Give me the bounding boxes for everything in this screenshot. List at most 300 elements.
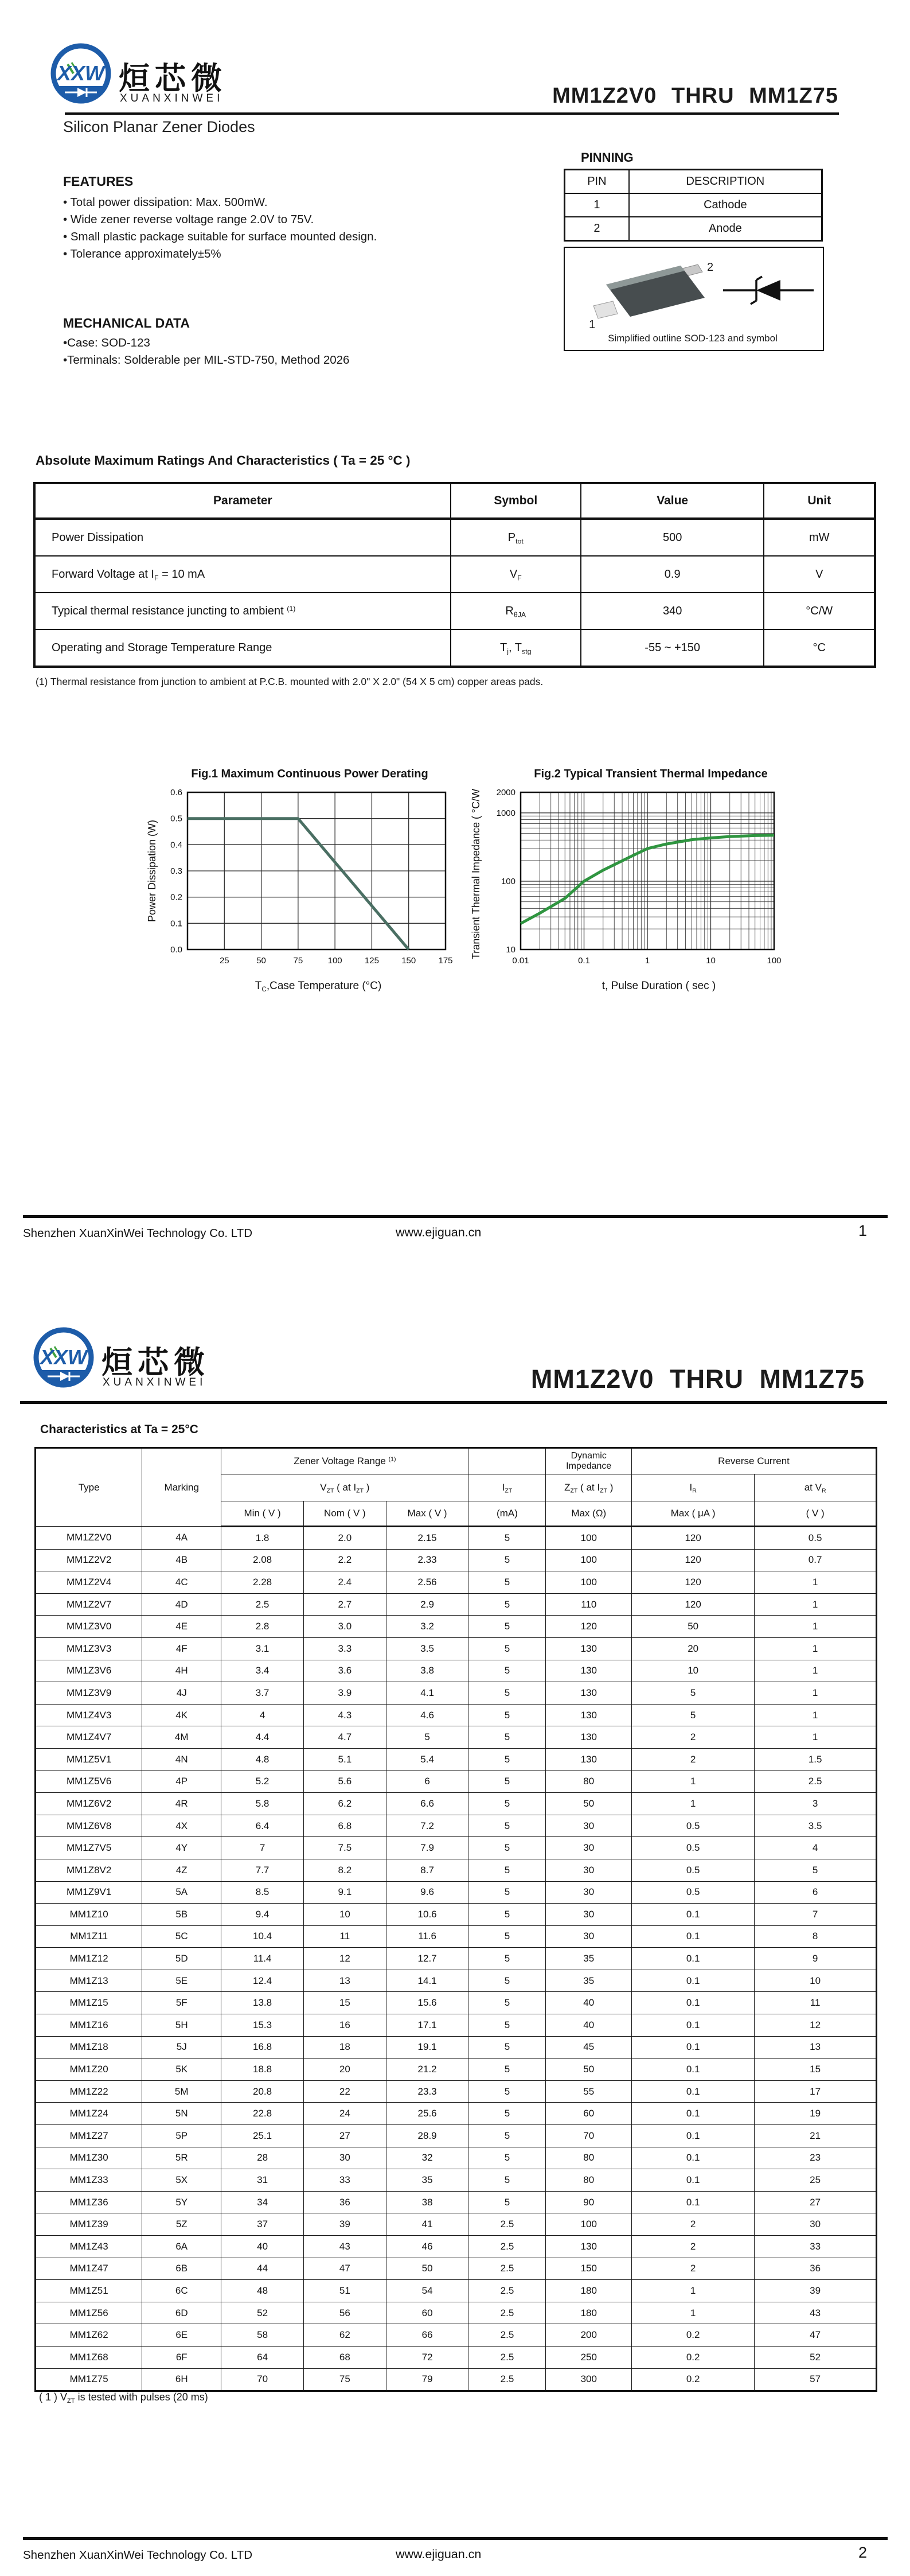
value-cell: 4F [142, 1637, 221, 1660]
type-cell: MM1Z7V5 [36, 1837, 142, 1859]
value-cell: 3.7 [221, 1682, 304, 1705]
value-cell: 1 [632, 2302, 755, 2324]
page-title: MM1Z2V0 THRU MM1Z75 [530, 1364, 865, 1394]
value-cell: 13 [303, 1970, 386, 1992]
value-cell: 3.0 [303, 1616, 386, 1638]
pin-description: Cathode [629, 193, 822, 217]
value-cell: 6A [142, 2236, 221, 2258]
value-cell: 7 [221, 1837, 304, 1859]
value-cell: 17 [755, 2080, 877, 2103]
y-tick-label: 0.4 [170, 840, 182, 850]
fig1-x-axis-label: $T_C,Case$ Temperature (°C) [255, 980, 382, 994]
value-cell: 4 [221, 1704, 304, 1726]
type-cell: MM1Z4V3 [36, 1704, 142, 1726]
value-cell: 16 [303, 2014, 386, 2037]
value-cell: 13 [755, 2036, 877, 2059]
value-cell: 0.1 [632, 2125, 755, 2147]
type-cell: MM1Z3V0 [36, 1616, 142, 1638]
value-cell: 9 [755, 1948, 877, 1970]
value-cell: 2 [632, 2236, 755, 2258]
value-cell: 1 [755, 1571, 877, 1594]
value-cell: 3.5 [755, 1815, 877, 1837]
zener-table-row [36, 1571, 877, 1594]
y-tick-label: 2000 [496, 788, 515, 797]
value-cell: 36 [755, 2258, 877, 2280]
type-cell: MM1Z68 [36, 2346, 142, 2368]
type-cell: MM1Z75 [36, 2368, 142, 2391]
logo-chinese-name: 烜芯微 [119, 61, 227, 96]
value-cell: 31 [221, 2169, 304, 2192]
value-cell: 0.2 [632, 2346, 755, 2368]
fig1-chart [146, 787, 456, 976]
value-cell: 5J [142, 2036, 221, 2059]
zener-table-row [36, 1815, 877, 1837]
type-cell: MM1Z30 [36, 2147, 142, 2169]
footer-company: Shenzhen XuanXinWei Technology Co. LTD [23, 1227, 253, 1240]
value-cell: 0.1 [632, 1904, 755, 1926]
value-cell: 200 [546, 2324, 632, 2347]
value-cell: 130 [546, 1682, 632, 1705]
type-cell: MM1Z3V6 [36, 1660, 142, 1682]
y-tick-label: 0.6 [170, 788, 182, 797]
col-header-min-v: Min ( V ) [221, 1501, 304, 1527]
x-tick-label: 50 [256, 956, 266, 966]
value-cell: 0.1 [632, 2080, 755, 2103]
value-cell: 12 [755, 2014, 877, 2037]
value-cell: 4.3 [303, 1704, 386, 1726]
zener-table-row [36, 2258, 877, 2280]
pin-description: Anode [629, 217, 822, 241]
value-cell: 130 [546, 1637, 632, 1660]
value-cell: 23.3 [386, 2080, 468, 2103]
fig1-title: Fig.1 Maximum Continuous Power Derating [191, 768, 428, 780]
value-cell: 4B [142, 1549, 221, 1571]
col-header-max-ua: Max ( μA ) [632, 1501, 755, 1527]
type-cell: MM1Z13 [36, 1970, 142, 1992]
value-cell: 72 [386, 2346, 468, 2368]
value-cell: 5 [468, 1859, 546, 1881]
value-cell: 12.7 [386, 1948, 468, 1970]
value-cell: 2 [632, 2258, 755, 2280]
type-cell: MM1Z39 [36, 2213, 142, 2236]
value-cell: 2.5 [468, 2213, 546, 2236]
logo-monogram: XXW [40, 1345, 88, 1369]
value-cell: 3.2 [386, 1616, 468, 1638]
value-cell: 110 [546, 1593, 632, 1616]
value-cell: 2.7 [303, 1593, 386, 1616]
value-cell: 38 [386, 2191, 468, 2213]
value-cell: 3.5 [386, 1637, 468, 1660]
value-cell: 30 [303, 2147, 386, 2169]
type-cell: MM1Z10 [36, 1904, 142, 1926]
value-cell: 5D [142, 1948, 221, 1970]
value-cell: 0.1 [632, 2191, 755, 2213]
company-logo-icon [32, 1326, 97, 1392]
x-tick-label: 150 [401, 956, 416, 966]
abs-max-row [34, 519, 875, 556]
feature-item: • Total power dissipation: Max. 500mW. [63, 196, 268, 209]
mechanical-item: •Case: SOD-123 [63, 336, 150, 349]
value-cell: 4X [142, 1815, 221, 1837]
type-cell: MM1Z2V0 [36, 1527, 142, 1550]
zener-table-row [36, 2059, 877, 2081]
zener-table-row [36, 1948, 877, 1970]
value-cell: 10.6 [386, 1904, 468, 1926]
value-cell: 5Z [142, 2213, 221, 2236]
value-cell: 30 [546, 1881, 632, 1904]
value-cell: 39 [755, 2280, 877, 2302]
value-cell: 1.5 [755, 1748, 877, 1770]
value-cell: 18 [303, 2036, 386, 2059]
fig2-x-axis-label: t, Pulse Duration ( sec ) [602, 980, 716, 992]
value-cell: 2.5 [468, 2236, 546, 2258]
package-drawing [565, 250, 821, 330]
value-cell: 130 [546, 1748, 632, 1770]
value-cell: 22.8 [221, 2103, 304, 2125]
value-cell: 35 [546, 1970, 632, 1992]
value-cell: 5 [468, 1593, 546, 1616]
value-cell: 52 [755, 2346, 877, 2368]
value-cell: 6F [142, 2346, 221, 2368]
value-cell: 9.4 [221, 1904, 304, 1926]
abs-table-body [34, 483, 875, 667]
value-cell: 5 [386, 1726, 468, 1749]
value-cell: 0.5 [632, 1815, 755, 1837]
value-cell: 70 [546, 2125, 632, 2147]
type-cell: MM1Z43 [36, 2236, 142, 2258]
zener-table-row [36, 2103, 877, 2125]
type-cell: MM1Z11 [36, 1925, 142, 1948]
value-cell: 12.4 [221, 1970, 304, 1992]
value-cell: 30 [546, 1925, 632, 1948]
feature-item: • Small plastic package suitable for surface mounted design. [63, 230, 377, 243]
value-cell: 40 [546, 2014, 632, 2037]
value-cell: 5 [468, 2147, 546, 2169]
type-cell: MM1Z2V2 [36, 1549, 142, 1571]
value-cell: 58 [221, 2324, 304, 2347]
type-cell: MM1Z51 [36, 2280, 142, 2302]
value-cell: 10 [303, 1904, 386, 1926]
value-cell: 15.3 [221, 2014, 304, 2037]
value-cell: 80 [546, 2169, 632, 2192]
value-cell: 180 [546, 2280, 632, 2302]
footer-rule [23, 2537, 888, 2540]
value-cell: 6D [142, 2302, 221, 2324]
value-cell: 0.2 [632, 2324, 755, 2347]
value-cell: 1 [632, 1793, 755, 1815]
value-cell: 2.5 [468, 2280, 546, 2302]
value-cell: 68 [303, 2346, 386, 2368]
x-tick-label: 75 [293, 956, 303, 966]
logo-monogram: XXW [57, 61, 105, 85]
zener-table-row [36, 1637, 877, 1660]
value-cell: 62 [303, 2324, 386, 2347]
value-cell: 7.7 [221, 1859, 304, 1881]
value-cell: 0.9 [581, 556, 764, 593]
pin-number: 1 [565, 193, 629, 217]
value-cell: 0.5 [632, 1859, 755, 1881]
value-cell: 1 [755, 1726, 877, 1749]
value-cell: 5 [468, 1948, 546, 1970]
col-header-v: ( V ) [755, 1501, 877, 1527]
value-cell: 1 [755, 1593, 877, 1616]
value-cell: 4.1 [386, 1682, 468, 1705]
value-cell: 27 [755, 2191, 877, 2213]
value-cell: 5K [142, 2059, 221, 2081]
value-cell: 5.2 [221, 1770, 304, 1793]
col-header-symbol: Symbol [451, 483, 581, 519]
value-cell: 130 [546, 1704, 632, 1726]
value-cell: 57 [755, 2368, 877, 2391]
type-cell: MM1Z4V7 [36, 1726, 142, 1749]
type-cell: MM1Z12 [36, 1948, 142, 1970]
value-cell: 7.2 [386, 1815, 468, 1837]
zener-table-row [36, 2169, 877, 2192]
value-cell: 0.1 [632, 1992, 755, 2014]
value-cell: 2.15 [386, 1527, 468, 1550]
value-cell: 12 [303, 1948, 386, 1970]
value-cell: 5 [468, 1793, 546, 1815]
value-cell: 5.1 [303, 1748, 386, 1770]
value-cell: 5 [468, 1748, 546, 1770]
value-cell: 4R [142, 1793, 221, 1815]
value-cell: 5.4 [386, 1748, 468, 1770]
value-cell: 250 [546, 2346, 632, 2368]
zener-table-row [36, 2125, 877, 2147]
value-cell: 5.6 [303, 1770, 386, 1793]
value-cell: 22 [303, 2080, 386, 2103]
value-cell: 23 [755, 2147, 877, 2169]
type-cell: MM1Z18 [36, 2036, 142, 2059]
value-cell: 5E [142, 1970, 221, 1992]
page-number: 1 [858, 1222, 868, 1239]
value-cell: 3.1 [221, 1637, 304, 1660]
value-cell: 6C [142, 2280, 221, 2302]
value-cell: 40 [221, 2236, 304, 2258]
value-cell: 19 [755, 2103, 877, 2125]
col-header-value: Value [581, 483, 764, 519]
value-cell: 3.8 [386, 1660, 468, 1682]
type-cell: MM1Z6V2 [36, 1793, 142, 1815]
value-cell: 0.1 [632, 2147, 755, 2169]
value-cell: 60 [386, 2302, 468, 2324]
type-cell: MM1Z16 [36, 2014, 142, 2037]
value-cell: 6.6 [386, 1793, 468, 1815]
pinning-heading: PINNING [581, 150, 634, 165]
value-cell: 33 [303, 2169, 386, 2192]
mechanical-heading: MECHANICAL DATA [63, 316, 190, 330]
value-cell: 120 [632, 1549, 755, 1571]
symbol-cell: $P_{tot}$ [451, 519, 581, 556]
value-cell: 4P [142, 1770, 221, 1793]
value-cell: 46 [386, 2236, 468, 2258]
value-cell: 15 [303, 1992, 386, 2014]
page-title: MM1Z2V0 THRU MM1Z75 [552, 84, 838, 108]
value-cell: 2.5 [468, 2302, 546, 2324]
zener-table-row [36, 2324, 877, 2347]
pin-number: 2 [565, 217, 629, 241]
value-cell: 100 [546, 1527, 632, 1550]
value-cell: 1 [755, 1704, 877, 1726]
features-list [63, 194, 377, 263]
abs-max-heading: Absolute Maximum Ratings And Characteristics ( Ta = 25 °C ) [36, 453, 411, 468]
value-cell: 5 [468, 1837, 546, 1859]
value-cell: 300 [546, 2368, 632, 2391]
type-cell: MM1Z3V3 [36, 1637, 142, 1660]
abs-max-row [34, 629, 875, 667]
value-cell: 79 [386, 2368, 468, 2391]
value-cell: 50 [386, 2258, 468, 2280]
value-cell: 43 [755, 2302, 877, 2324]
zener-table-row [36, 1992, 877, 2014]
pin2-label: 2 [707, 261, 714, 274]
parameter-cell: Forward Voltage at $I_F = 10$ mA [34, 556, 451, 593]
page-number: 2 [858, 2544, 868, 2561]
value-cell: -55 ~ +150 [581, 629, 764, 667]
value-cell: 0.1 [632, 2036, 755, 2059]
value-cell: 7.9 [386, 1837, 468, 1859]
value-cell: 0.7 [755, 1549, 877, 1571]
value-cell: 75 [303, 2368, 386, 2391]
value-cell: 2.28 [221, 1571, 304, 1594]
value-cell: 64 [221, 2346, 304, 2368]
type-cell: MM1Z3V9 [36, 1682, 142, 1705]
type-cell: MM1Z5V1 [36, 1748, 142, 1770]
value-cell: 8 [755, 1925, 877, 1948]
value-cell: 11.4 [221, 1948, 304, 1970]
value-cell: 0.5 [632, 1837, 755, 1859]
value-cell: 6.4 [221, 1815, 304, 1837]
value-cell: 70 [221, 2368, 304, 2391]
characteristics-table [34, 1447, 877, 2392]
value-cell: 5 [468, 1527, 546, 1550]
value-cell: 4.4 [221, 1726, 304, 1749]
value-cell: 5 [755, 1859, 877, 1881]
footer-rule [23, 1215, 888, 1218]
value-cell: 11.6 [386, 1925, 468, 1948]
zener-table-row [36, 2014, 877, 2037]
value-cell: 40 [546, 1992, 632, 2014]
value-cell: 48 [221, 2280, 304, 2302]
type-cell: MM1Z33 [36, 2169, 142, 2192]
value-cell: 5M [142, 2080, 221, 2103]
pinning-row [565, 193, 822, 217]
value-cell: 4Z [142, 1859, 221, 1881]
type-cell: MM1Z9V1 [36, 1881, 142, 1904]
value-cell: 2.5 [468, 2258, 546, 2280]
col-header-vzt: $V_{ZT}$ ( at $I_{ZT}$ ) [221, 1474, 468, 1501]
value-cell: 150 [546, 2258, 632, 2280]
col-header-ma: (mA) [468, 1501, 546, 1527]
value-cell: 1.8 [221, 1527, 304, 1550]
value-cell: 0.1 [632, 1948, 755, 1970]
value-cell: 11 [755, 1992, 877, 2014]
value-cell: 5 [468, 1571, 546, 1594]
value-cell: 4A [142, 1527, 221, 1550]
value-cell: 8.5 [221, 1881, 304, 1904]
value-cell: 0.1 [632, 1970, 755, 1992]
unit-cell: V [764, 556, 875, 593]
x-tick-label: 175 [438, 956, 453, 966]
zener-table-row [36, 2191, 877, 2213]
value-cell: 5X [142, 2169, 221, 2192]
zener-table-row [36, 1682, 877, 1705]
value-cell: 2.5 [755, 1770, 877, 1793]
value-cell: 2.08 [221, 1549, 304, 1571]
value-cell: 4J [142, 1682, 221, 1705]
value-cell: 4Y [142, 1837, 221, 1859]
value-cell: 19.1 [386, 2036, 468, 2059]
abs-max-row [34, 556, 875, 593]
col-header-unit: Unit [764, 483, 875, 519]
value-cell: 60 [546, 2103, 632, 2125]
zener-table-body [36, 1527, 877, 2391]
zener-table-row [36, 1970, 877, 1992]
zener-table-row [36, 1527, 877, 1550]
value-cell: 0.5 [632, 1881, 755, 1904]
value-cell: 4.7 [303, 1726, 386, 1749]
pinning-header-row [565, 170, 822, 194]
zener-table-row [36, 2302, 877, 2324]
value-cell: 2.5 [468, 2346, 546, 2368]
value-cell: 130 [546, 1660, 632, 1682]
type-cell: MM1Z20 [36, 2059, 142, 2081]
value-cell: 5H [142, 2014, 221, 2037]
fig2-title: Fig.2 Typical Transient Thermal Impedance [534, 768, 768, 780]
value-cell: 14.1 [386, 1970, 468, 1992]
y-tick-label: 0.2 [170, 892, 182, 902]
zener-table-row [36, 2346, 877, 2368]
value-cell: 6.2 [303, 1793, 386, 1815]
zener-table-row [36, 1726, 877, 1749]
value-cell: 25.6 [386, 2103, 468, 2125]
value-cell: 5C [142, 1925, 221, 1948]
value-cell: 5 [632, 1704, 755, 1726]
value-cell: 120 [632, 1571, 755, 1594]
x-tick-label: 0.01 [512, 956, 529, 966]
x-tick-label: 0.1 [578, 956, 590, 966]
value-cell: 5R [142, 2147, 221, 2169]
value-cell: 5 [632, 1682, 755, 1705]
value-cell: 24 [303, 2103, 386, 2125]
value-cell: 2.8 [221, 1616, 304, 1638]
value-cell: 4 [755, 1837, 877, 1859]
value-cell: 4K [142, 1704, 221, 1726]
value-cell: 3.9 [303, 1682, 386, 1705]
value-cell: 7 [755, 1904, 877, 1926]
value-cell: 7.5 [303, 1837, 386, 1859]
value-cell: 4.6 [386, 1704, 468, 1726]
value-cell: 5N [142, 2103, 221, 2125]
description-col-header: DESCRIPTION [629, 170, 822, 194]
type-cell: MM1Z2V7 [36, 1593, 142, 1616]
y-tick-label: 100 [501, 876, 515, 886]
value-cell: 5 [468, 1881, 546, 1904]
value-cell: 20.8 [221, 2080, 304, 2103]
col-header-parameter: Parameter [34, 483, 451, 519]
zener-table-row [36, 1549, 877, 1571]
value-cell: 25 [755, 2169, 877, 2192]
col-header-marking: Marking [142, 1448, 221, 1527]
value-cell: 6 [386, 1770, 468, 1793]
mechanical-data-section [63, 316, 349, 369]
value-cell: 2 [632, 1726, 755, 1749]
company-logo [49, 39, 324, 111]
type-cell: MM1Z56 [36, 2302, 142, 2324]
pinning-table [564, 169, 823, 242]
value-cell: 1 [632, 2280, 755, 2302]
value-cell: 5P [142, 2125, 221, 2147]
